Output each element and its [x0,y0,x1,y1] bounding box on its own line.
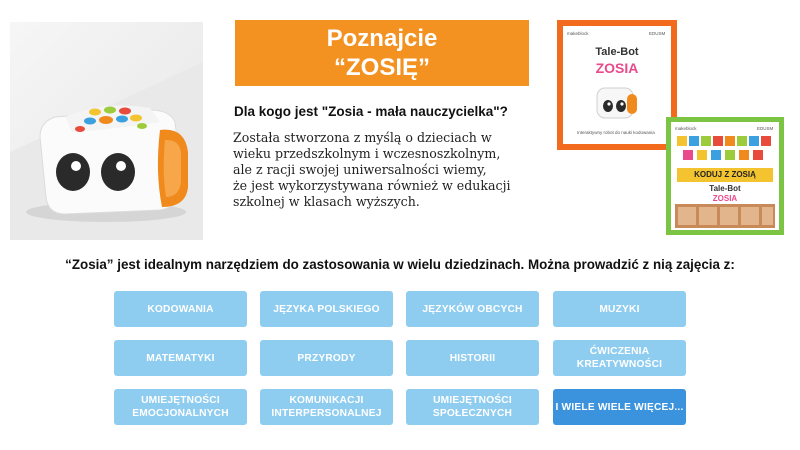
board-icon [675,204,775,228]
topic-button-muzyka[interactable]: MUZYKI [553,291,686,327]
topic-button-historia[interactable]: HISTORII [406,340,539,376]
box-brand: makeblock [567,31,589,36]
box-title: Tale-Bot [595,46,639,58]
topic-button-wiecej[interactable]: I WIELE WIELE WIĘCEJ... [553,389,686,425]
topic-button-spoleczne[interactable]: UMIEJĘTNOŚCI SPOŁECZNYCH [406,389,539,425]
robot-photo [10,22,203,240]
topic-button-komunikacja[interactable]: KOMUNIKACJI INTERPERSONALNEJ [260,389,393,425]
box-robot-icon [595,82,639,122]
box-partner: EDUSM [649,31,666,36]
description-line: że jest wykorzystywana również w edukacji [233,178,511,193]
product-box-face [671,122,779,230]
box-title: Tale-Bot [709,184,741,193]
box-name: ZOSIA [712,194,738,203]
intro-question: Dla kogo jest "Zosia - mała nauczycielka"? [234,104,508,119]
box-brand: makeblock [675,126,697,131]
description-line: ale z racji swojej uniwersalności wiemy, [233,162,487,177]
intro-description [233,130,525,210]
topic-button-jezyki-obce[interactable]: JĘZYKÓW OBCYCH [406,291,539,327]
box-banner: KODUJ Z ZOSIĄ [677,168,773,182]
topic-button-matematyka[interactable]: MATEMATYKI [114,340,247,376]
product-box-face [563,26,671,144]
topic-button-kodowania[interactable]: KODOWANIA [114,291,247,327]
topic-button-przyroda[interactable]: PRZYRODY [260,340,393,376]
title-line-2: “ZOSIĘ” [333,54,430,81]
box-name: ZOSIA [595,60,639,76]
description-line: wieku przedszkolnym i wczesnoszkolnym, [233,146,501,161]
description-line: Została stworzona z myślą o dzieciach w [233,130,492,145]
description-line: szkolnej w klasach wyższych. [233,194,420,209]
box-partner: EDUSM [757,126,774,131]
topic-button-kreatywnosc[interactable]: ĆWICZENIA KREATYWNOŚCI [553,340,686,376]
title-banner [235,20,529,86]
topics-intro: “Zosia” jest idealnym narzędziem do zastosowania w wielu dziedzinach. Można prowadzić z nią zajęcia z: [65,257,735,272]
product-box-koduj [666,117,784,235]
topic-button-jezyk-polski[interactable]: JĘZYKA POLSKIEGO [260,291,393,327]
title-line-1: Poznajcie [326,25,438,52]
cards-icon [675,134,775,164]
product-box-talebot [557,20,677,150]
topic-button-emocjonalne[interactable]: UMIEJĘTNOŚCI EMOCJONALNYCH [114,389,247,425]
robot-illustration [10,22,203,240]
box-caption: Interaktywny robot do nauki kodowania [577,130,655,135]
